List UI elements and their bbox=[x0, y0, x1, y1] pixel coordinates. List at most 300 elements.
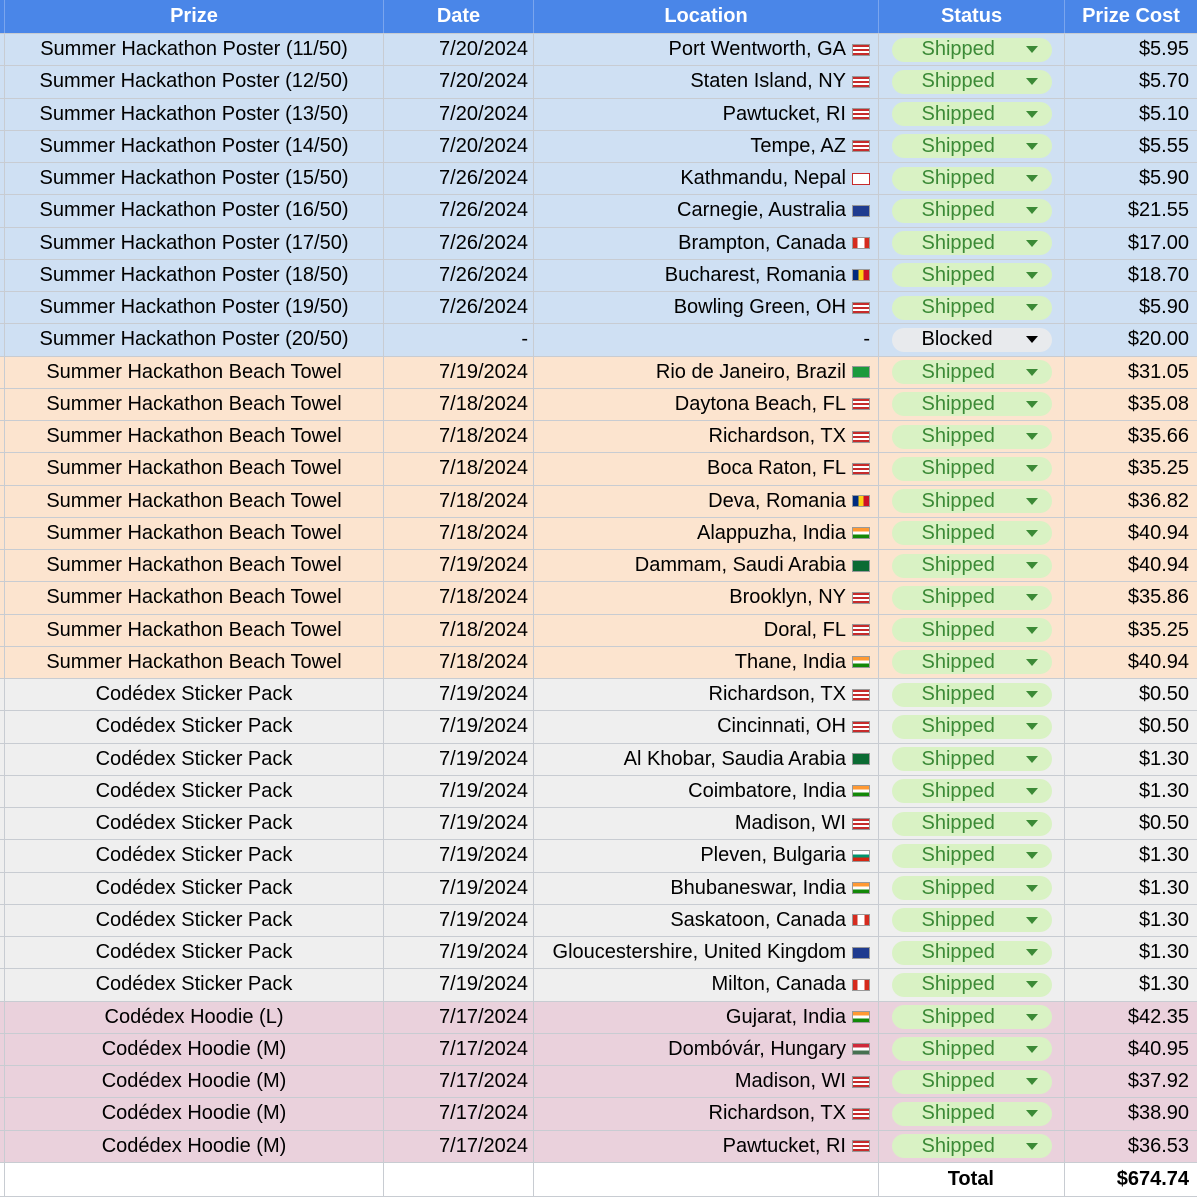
chevron-down-icon[interactable] bbox=[1026, 78, 1038, 85]
date-cell[interactable] bbox=[384, 486, 534, 517]
prize-cell[interactable] bbox=[5, 550, 384, 581]
location-cell[interactable] bbox=[534, 1131, 879, 1162]
date-cell[interactable] bbox=[384, 1034, 534, 1065]
chevron-down-icon[interactable] bbox=[1026, 659, 1038, 666]
date-text: 7/18/2024 bbox=[439, 618, 528, 641]
date-cell[interactable] bbox=[384, 905, 534, 936]
location-cell[interactable] bbox=[534, 969, 879, 1000]
date-cell[interactable] bbox=[384, 1098, 534, 1129]
prize-cost-cell[interactable] bbox=[1065, 99, 1197, 130]
chevron-down-icon[interactable] bbox=[1026, 756, 1038, 763]
date-cell[interactable] bbox=[384, 518, 534, 549]
prize-cost-cell[interactable] bbox=[1065, 1002, 1197, 1033]
prize-cost-cell[interactable] bbox=[1065, 873, 1197, 904]
location-cell[interactable] bbox=[534, 228, 879, 259]
total-label[interactable]: Total bbox=[879, 1163, 1065, 1196]
prize-cost-text: $35.66 bbox=[1127, 425, 1189, 448]
prize-cell[interactable] bbox=[5, 1098, 384, 1129]
date-cell[interactable] bbox=[384, 582, 534, 613]
prize-cost-cell[interactable] bbox=[1065, 453, 1197, 484]
prize-cell[interactable] bbox=[5, 1034, 384, 1065]
prize-text: Summer Hackathon Poster (11/50) bbox=[40, 38, 348, 61]
status-cell[interactable] bbox=[879, 34, 1065, 65]
status-dropdown[interactable] bbox=[892, 296, 1052, 320]
date-text: 7/19/2024 bbox=[439, 876, 528, 899]
status-cell[interactable] bbox=[879, 131, 1065, 162]
date-text: 7/20/2024 bbox=[439, 38, 528, 61]
prize-cell[interactable] bbox=[5, 1066, 384, 1097]
status-dropdown[interactable] bbox=[892, 876, 1052, 900]
empty-cell[interactable] bbox=[534, 1163, 879, 1196]
prize-cost-cell[interactable] bbox=[1065, 937, 1197, 968]
date-cell[interactable] bbox=[384, 260, 534, 291]
chevron-down-icon[interactable] bbox=[1026, 46, 1038, 53]
prize-cost-cell[interactable] bbox=[1065, 260, 1197, 291]
status-cell[interactable] bbox=[879, 1131, 1065, 1162]
prize-cell[interactable] bbox=[5, 324, 384, 355]
location-cell[interactable] bbox=[534, 840, 879, 871]
status-dropdown[interactable] bbox=[892, 489, 1052, 513]
status-dropdown[interactable] bbox=[892, 908, 1052, 932]
date-cell[interactable] bbox=[384, 292, 534, 323]
status-dropdown[interactable] bbox=[892, 812, 1052, 836]
prize-cell[interactable] bbox=[5, 195, 384, 226]
location-cell[interactable] bbox=[534, 1034, 879, 1065]
chevron-down-icon[interactable] bbox=[1026, 207, 1038, 214]
us-flag-icon bbox=[852, 1076, 870, 1088]
chevron-down-icon[interactable] bbox=[1026, 594, 1038, 601]
location-cell[interactable] bbox=[534, 34, 879, 65]
prize-cost-cell[interactable] bbox=[1065, 905, 1197, 936]
prize-cell[interactable] bbox=[5, 99, 384, 130]
prize-cell[interactable] bbox=[5, 1002, 384, 1033]
prize-cost-cell[interactable] bbox=[1065, 1066, 1197, 1097]
chevron-down-icon[interactable] bbox=[1026, 498, 1038, 505]
status-cell[interactable] bbox=[879, 744, 1065, 775]
location-cell[interactable] bbox=[534, 647, 879, 678]
location-cell[interactable] bbox=[534, 421, 879, 452]
chevron-down-icon[interactable] bbox=[1026, 885, 1038, 892]
status-dropdown[interactable] bbox=[892, 1037, 1052, 1061]
location-cell[interactable] bbox=[534, 195, 879, 226]
prize-cost-cell[interactable] bbox=[1065, 163, 1197, 194]
status-cell[interactable] bbox=[879, 357, 1065, 388]
date-cell[interactable] bbox=[384, 34, 534, 65]
chevron-down-icon[interactable] bbox=[1026, 401, 1038, 408]
status-dropdown[interactable] bbox=[892, 683, 1052, 707]
date-cell[interactable] bbox=[384, 324, 534, 355]
chevron-down-icon[interactable] bbox=[1026, 272, 1038, 279]
status-dropdown[interactable] bbox=[892, 38, 1052, 62]
status-cell[interactable] bbox=[879, 389, 1065, 420]
prize-cell[interactable] bbox=[5, 34, 384, 65]
prize-cost-cell[interactable] bbox=[1065, 66, 1197, 97]
status-dropdown[interactable] bbox=[892, 231, 1052, 255]
status-label: Blocked bbox=[921, 328, 993, 351]
bulgaria-flag-icon bbox=[852, 850, 870, 862]
chevron-down-icon[interactable] bbox=[1026, 175, 1038, 182]
date-cell[interactable] bbox=[384, 1131, 534, 1162]
prize-cost-cell[interactable] bbox=[1065, 518, 1197, 549]
empty-cell[interactable] bbox=[384, 1163, 534, 1196]
prize-cost-cell[interactable] bbox=[1065, 228, 1197, 259]
date-cell[interactable] bbox=[384, 711, 534, 742]
prize-cost-cell[interactable] bbox=[1065, 776, 1197, 807]
chevron-down-icon[interactable] bbox=[1026, 562, 1038, 569]
prize-cell[interactable] bbox=[5, 582, 384, 613]
status-dropdown[interactable] bbox=[892, 1102, 1052, 1126]
status-cell[interactable] bbox=[879, 905, 1065, 936]
chevron-down-icon[interactable] bbox=[1026, 1110, 1038, 1117]
date-text: 7/19/2024 bbox=[439, 812, 528, 835]
date-cell[interactable] bbox=[384, 131, 534, 162]
table-row bbox=[0, 66, 1197, 98]
location-cell[interactable] bbox=[534, 453, 879, 484]
prize-cell[interactable] bbox=[5, 1131, 384, 1162]
date-cell[interactable] bbox=[384, 1066, 534, 1097]
date-text: 7/20/2024 bbox=[439, 102, 528, 125]
location-cell[interactable] bbox=[534, 711, 879, 742]
prize-cost-text: $1.30 bbox=[1138, 973, 1189, 996]
location-text: Pawtucket, RI bbox=[722, 1134, 846, 1157]
prize-cost-text: $0.50 bbox=[1138, 715, 1189, 738]
chevron-down-icon[interactable] bbox=[1026, 465, 1038, 472]
status-cell[interactable] bbox=[879, 711, 1065, 742]
prize-cell[interactable] bbox=[5, 905, 384, 936]
date-cell[interactable] bbox=[384, 969, 534, 1000]
status-cell[interactable] bbox=[879, 66, 1065, 97]
prize-cost-cell[interactable] bbox=[1065, 1131, 1197, 1162]
prize-cost-cell[interactable] bbox=[1065, 1098, 1197, 1129]
prize-cell[interactable] bbox=[5, 776, 384, 807]
status-dropdown[interactable] bbox=[892, 360, 1052, 384]
prize-cost-cell[interactable] bbox=[1065, 711, 1197, 742]
chevron-down-icon[interactable] bbox=[1026, 691, 1038, 698]
prize-cell[interactable] bbox=[5, 131, 384, 162]
date-cell[interactable] bbox=[384, 840, 534, 871]
location-cell[interactable] bbox=[534, 744, 879, 775]
location-text: Richardson, TX bbox=[708, 683, 846, 706]
date-cell[interactable] bbox=[384, 776, 534, 807]
date-cell[interactable] bbox=[384, 389, 534, 420]
status-cell[interactable] bbox=[879, 1002, 1065, 1033]
status-dropdown[interactable] bbox=[892, 779, 1052, 803]
status-cell[interactable] bbox=[879, 260, 1065, 291]
date-cell[interactable] bbox=[384, 453, 534, 484]
location-text: Dombóvár, Hungary bbox=[668, 1037, 846, 1060]
status-dropdown[interactable] bbox=[892, 650, 1052, 674]
date-cell[interactable] bbox=[384, 195, 534, 226]
prize-cell[interactable] bbox=[5, 357, 384, 388]
status-dropdown[interactable] bbox=[892, 134, 1052, 158]
location-text: Port Wentworth, GA bbox=[668, 38, 846, 61]
prize-text: Summer Hackathon Poster (17/50) bbox=[39, 231, 349, 254]
status-dropdown[interactable] bbox=[892, 554, 1052, 578]
date-cell[interactable] bbox=[384, 228, 534, 259]
prize-cell[interactable] bbox=[5, 679, 384, 710]
date-cell[interactable] bbox=[384, 1002, 534, 1033]
location-cell[interactable] bbox=[534, 1002, 879, 1033]
status-dropdown[interactable] bbox=[892, 1070, 1052, 1094]
date-cell[interactable] bbox=[384, 66, 534, 97]
location-text: Deva, Romania bbox=[708, 489, 846, 512]
status-dropdown[interactable] bbox=[892, 392, 1052, 416]
status-dropdown[interactable] bbox=[892, 618, 1052, 642]
date-cell[interactable] bbox=[384, 550, 534, 581]
prize-cost-cell[interactable] bbox=[1065, 615, 1197, 646]
date-text: 7/18/2024 bbox=[439, 586, 528, 609]
location-cell[interactable] bbox=[534, 937, 879, 968]
status-dropdown[interactable] bbox=[892, 70, 1052, 94]
status-cell[interactable] bbox=[879, 228, 1065, 259]
prize-text: Codédex Sticker Pack bbox=[95, 715, 293, 738]
status-cell[interactable] bbox=[879, 324, 1065, 355]
header-status[interactable]: Status bbox=[879, 0, 1065, 33]
location-cell[interactable] bbox=[534, 260, 879, 291]
status-cell[interactable] bbox=[879, 679, 1065, 710]
status-dropdown[interactable] bbox=[892, 199, 1052, 223]
status-cell[interactable] bbox=[879, 937, 1065, 968]
date-cell[interactable] bbox=[384, 808, 534, 839]
location-cell[interactable] bbox=[534, 357, 879, 388]
date-cell[interactable] bbox=[384, 937, 534, 968]
table-row bbox=[0, 195, 1197, 227]
chevron-down-icon[interactable] bbox=[1026, 1078, 1038, 1085]
location-cell[interactable] bbox=[534, 550, 879, 581]
date-cell[interactable] bbox=[384, 679, 534, 710]
location-cell[interactable] bbox=[534, 486, 879, 517]
header-date[interactable]: Date bbox=[384, 0, 534, 33]
status-cell[interactable] bbox=[879, 776, 1065, 807]
status-cell[interactable] bbox=[879, 550, 1065, 581]
status-cell[interactable] bbox=[879, 840, 1065, 871]
prize-cost-cell[interactable] bbox=[1065, 808, 1197, 839]
location-cell[interactable] bbox=[534, 776, 879, 807]
status-cell[interactable] bbox=[879, 195, 1065, 226]
location-cell[interactable] bbox=[534, 389, 879, 420]
prize-cost-cell[interactable] bbox=[1065, 744, 1197, 775]
prize-cell[interactable] bbox=[5, 389, 384, 420]
status-dropdown[interactable] bbox=[892, 1134, 1052, 1158]
chevron-down-icon[interactable] bbox=[1026, 1143, 1038, 1150]
chevron-down-icon[interactable] bbox=[1026, 917, 1038, 924]
prize-cost-cell[interactable] bbox=[1065, 840, 1197, 871]
location-text: Daytona Beach, FL bbox=[674, 392, 846, 415]
prize-cell[interactable] bbox=[5, 453, 384, 484]
prize-cell[interactable] bbox=[5, 615, 384, 646]
date-cell[interactable] bbox=[384, 615, 534, 646]
status-cell[interactable] bbox=[879, 518, 1065, 549]
prize-cost-cell[interactable] bbox=[1065, 969, 1197, 1000]
prize-cell[interactable] bbox=[5, 937, 384, 968]
prize-cell[interactable] bbox=[5, 808, 384, 839]
location-cell[interactable] bbox=[534, 679, 879, 710]
prize-cost-cell[interactable] bbox=[1065, 679, 1197, 710]
prize-cell[interactable] bbox=[5, 840, 384, 871]
status-cell[interactable] bbox=[879, 163, 1065, 194]
chevron-down-icon[interactable] bbox=[1026, 788, 1038, 795]
status-dropdown[interactable] bbox=[892, 973, 1052, 997]
status-cell[interactable] bbox=[879, 582, 1065, 613]
status-cell[interactable] bbox=[879, 486, 1065, 517]
prize-cost-cell[interactable] bbox=[1065, 34, 1197, 65]
chevron-down-icon[interactable] bbox=[1026, 304, 1038, 311]
status-cell[interactable] bbox=[879, 1066, 1065, 1097]
prize-cell[interactable] bbox=[5, 486, 384, 517]
chevron-down-icon[interactable] bbox=[1026, 820, 1038, 827]
chevron-down-icon[interactable] bbox=[1026, 1014, 1038, 1021]
india-flag-icon bbox=[852, 656, 870, 668]
prize-cell[interactable] bbox=[5, 518, 384, 549]
date-cell[interactable] bbox=[384, 873, 534, 904]
location-cell[interactable] bbox=[534, 324, 879, 355]
prize-cell[interactable] bbox=[5, 260, 384, 291]
location-cell[interactable] bbox=[534, 99, 879, 130]
header-prize[interactable]: Prize bbox=[5, 0, 384, 33]
status-cell[interactable] bbox=[879, 421, 1065, 452]
saudi-flag-icon bbox=[852, 560, 870, 572]
prize-cost-cell[interactable] bbox=[1065, 647, 1197, 678]
status-dropdown[interactable] bbox=[892, 941, 1052, 965]
location-text: Thane, India bbox=[734, 650, 846, 673]
table-row bbox=[0, 647, 1197, 679]
prize-cell[interactable] bbox=[5, 421, 384, 452]
chevron-down-icon[interactable] bbox=[1026, 981, 1038, 988]
status-dropdown[interactable] bbox=[892, 263, 1052, 287]
total-row bbox=[0, 1163, 1197, 1197]
prize-cell[interactable] bbox=[5, 163, 384, 194]
status-cell[interactable] bbox=[879, 808, 1065, 839]
status-cell[interactable] bbox=[879, 453, 1065, 484]
prize-text: Summer Hackathon Beach Towel bbox=[46, 392, 342, 415]
location-text: Staten Island, NY bbox=[690, 70, 846, 93]
prize-cell[interactable] bbox=[5, 873, 384, 904]
status-dropdown[interactable] bbox=[892, 715, 1052, 739]
status-cell[interactable] bbox=[879, 969, 1065, 1000]
prize-cost-cell[interactable] bbox=[1065, 1034, 1197, 1065]
prize-cost-cell[interactable] bbox=[1065, 324, 1197, 355]
status-dropdown[interactable] bbox=[892, 328, 1052, 352]
prize-cost-cell[interactable] bbox=[1065, 131, 1197, 162]
prize-cell[interactable] bbox=[5, 228, 384, 259]
chevron-down-icon[interactable] bbox=[1026, 369, 1038, 376]
date-text: 7/19/2024 bbox=[439, 360, 528, 383]
chevron-down-icon[interactable] bbox=[1026, 1046, 1038, 1053]
status-cell[interactable] bbox=[879, 1098, 1065, 1129]
location-text: Bhubaneswar, India bbox=[670, 876, 846, 899]
location-cell[interactable] bbox=[534, 905, 879, 936]
status-dropdown[interactable] bbox=[892, 586, 1052, 610]
prize-cost-cell[interactable] bbox=[1065, 421, 1197, 452]
location-cell[interactable] bbox=[534, 873, 879, 904]
location-cell[interactable] bbox=[534, 1098, 879, 1129]
prize-cell[interactable] bbox=[5, 711, 384, 742]
date-cell[interactable] bbox=[384, 99, 534, 130]
prize-cost-cell[interactable] bbox=[1065, 389, 1197, 420]
prize-cost-cell[interactable] bbox=[1065, 486, 1197, 517]
us-flag-icon bbox=[852, 140, 870, 152]
prize-cost-cell[interactable] bbox=[1065, 550, 1197, 581]
status-cell[interactable] bbox=[879, 615, 1065, 646]
chevron-down-icon[interactable] bbox=[1026, 336, 1038, 343]
date-cell[interactable] bbox=[384, 163, 534, 194]
prize-text: Summer Hackathon Beach Towel bbox=[46, 360, 342, 383]
location-text: Rio de Janeiro, Brazil bbox=[655, 360, 846, 383]
location-cell[interactable] bbox=[534, 292, 879, 323]
prize-cost-cell[interactable] bbox=[1065, 292, 1197, 323]
status-label: Shipped bbox=[921, 618, 995, 641]
status-label: Shipped bbox=[921, 1005, 995, 1028]
status-label: Shipped bbox=[921, 360, 995, 383]
location-cell[interactable] bbox=[534, 66, 879, 97]
header-prize-cost[interactable]: Prize Cost bbox=[1082, 5, 1180, 27]
total-value[interactable]: $674.74 bbox=[1116, 1167, 1189, 1190]
date-cell[interactable] bbox=[384, 421, 534, 452]
empty-cell[interactable] bbox=[5, 1163, 384, 1196]
status-label: Shipped bbox=[921, 941, 995, 964]
status-cell[interactable] bbox=[879, 873, 1065, 904]
location-cell[interactable] bbox=[534, 1066, 879, 1097]
status-dropdown[interactable] bbox=[892, 844, 1052, 868]
prize-cost-cell[interactable] bbox=[1065, 582, 1197, 613]
chevron-down-icon[interactable] bbox=[1026, 627, 1038, 634]
status-dropdown[interactable] bbox=[892, 521, 1052, 545]
prize-cost-text: $1.30 bbox=[1138, 941, 1189, 964]
location-text: Richardson, TX bbox=[708, 425, 846, 448]
chevron-down-icon[interactable] bbox=[1026, 433, 1038, 440]
location-cell[interactable] bbox=[534, 518, 879, 549]
location-cell[interactable] bbox=[534, 615, 879, 646]
status-dropdown[interactable] bbox=[892, 457, 1052, 481]
date-cell[interactable] bbox=[384, 744, 534, 775]
status-label: Shipped bbox=[921, 1102, 995, 1125]
status-dropdown[interactable] bbox=[892, 167, 1052, 191]
location-cell[interactable] bbox=[534, 808, 879, 839]
status-dropdown[interactable] bbox=[892, 1005, 1052, 1029]
prize-text: Summer Hackathon Beach Towel bbox=[46, 489, 342, 512]
location-cell[interactable] bbox=[534, 582, 879, 613]
location-text: Boca Raton, FL bbox=[707, 457, 846, 480]
chevron-down-icon[interactable] bbox=[1026, 143, 1038, 150]
status-dropdown[interactable] bbox=[892, 425, 1052, 449]
prize-cell[interactable] bbox=[5, 292, 384, 323]
prize-cost-cell[interactable] bbox=[1065, 357, 1197, 388]
date-text: 7/18/2024 bbox=[439, 489, 528, 512]
chevron-down-icon[interactable] bbox=[1026, 111, 1038, 118]
date-cell[interactable] bbox=[384, 357, 534, 388]
chevron-down-icon[interactable] bbox=[1026, 240, 1038, 247]
chevron-down-icon[interactable] bbox=[1026, 852, 1038, 859]
status-dropdown[interactable] bbox=[892, 102, 1052, 126]
prize-cell[interactable] bbox=[5, 744, 384, 775]
chevron-down-icon[interactable] bbox=[1026, 530, 1038, 537]
prize-cell[interactable] bbox=[5, 66, 384, 97]
date-cell[interactable] bbox=[384, 647, 534, 678]
prize-cell[interactable] bbox=[5, 969, 384, 1000]
location-cell[interactable] bbox=[534, 163, 879, 194]
chevron-down-icon[interactable] bbox=[1026, 949, 1038, 956]
status-dropdown[interactable] bbox=[892, 747, 1052, 771]
header-location[interactable]: Location bbox=[534, 0, 879, 33]
status-cell[interactable] bbox=[879, 1034, 1065, 1065]
prize-cost-cell[interactable] bbox=[1065, 195, 1197, 226]
status-cell[interactable] bbox=[879, 99, 1065, 130]
chevron-down-icon[interactable] bbox=[1026, 723, 1038, 730]
location-cell[interactable] bbox=[534, 131, 879, 162]
status-cell[interactable] bbox=[879, 647, 1065, 678]
prize-cell[interactable] bbox=[5, 647, 384, 678]
status-cell[interactable] bbox=[879, 292, 1065, 323]
